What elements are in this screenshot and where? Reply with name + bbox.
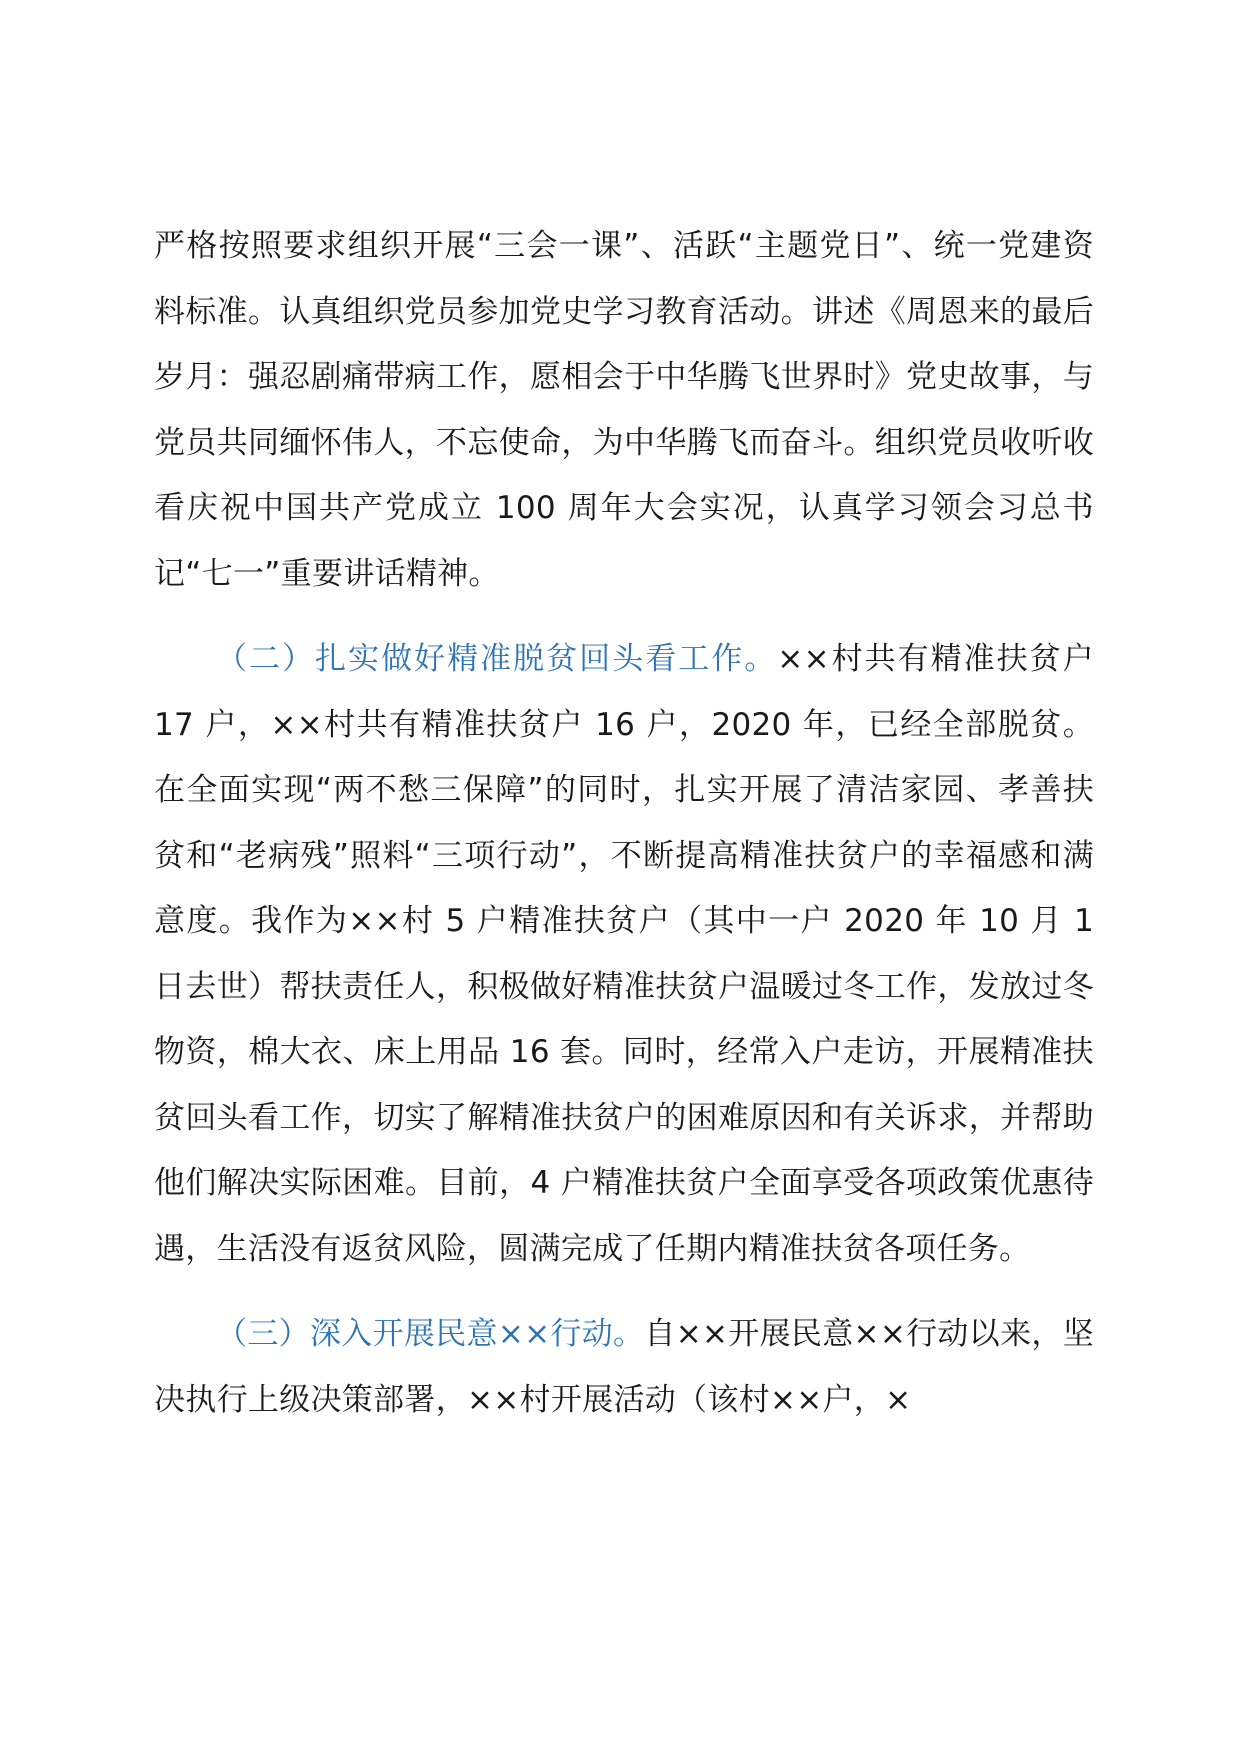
paragraph-party-building — [154, 214, 1094, 607]
paragraph-public-opinion — [154, 1302, 1094, 1433]
paragraph-text: 自××开展民意××行动以来，坚决执行上级决策部署，××村开展活动（该村××户，× — [154, 1316, 1094, 1418]
paragraph-poverty-alleviation — [154, 627, 1094, 1282]
section-heading: （三）深入开展民意××行动。 — [216, 1316, 645, 1352]
document-body — [154, 214, 1094, 1433]
section-heading: （二）扎实做好精准脱贫回头看工作。 — [216, 641, 778, 677]
paragraph-text: 严格按照要求组织开展“三会一课”、活跃“主题党日”、统一党建资料标准。认真组织党员参加党史学习教育活动。讲述《周恩来的最后岁月：强忍剧痛带病工作，愿相会于中华腾飞世界时》党史故事，与党员共同缅怀伟人，不忘使命，为中华腾飞而奋斗。组织党员收听收看庆祝中国共产党成立 100 周年大会实况，认真学习领会习总书记“七一”重要讲话精神。 — [154, 228, 1094, 592]
paragraph-text: ××村共有精准扶贫户 17 户，××村共有精准扶贫户 16 户，2020 年，已经全部脱贫。在全面实现“两不愁三保障”的同时，扎实开展了清洁家园、孝善扶贫和“老病残”照料“三项行动”，不断提高精准扶贫户的幸福感和满意度。我作为××村 5 户精准扶贫户（其中一户 2020 年 10 月 1 日去世）帮扶责任人，积极做好精准扶贫户温暖过冬工作，发放过冬物资，棉大衣、床上用品 16 套。同时，经常入户走访，开展精准扶贫回头看工作，切实了解精准扶贫户的困难原因和有关诉求，并帮助他们解决实际困难。目前，4 户精准扶贫户全面享受各项政策优惠待遇，生活没有返贫风险，圆满完成了任期内精准扶贫各项任务。 — [154, 641, 1094, 1267]
